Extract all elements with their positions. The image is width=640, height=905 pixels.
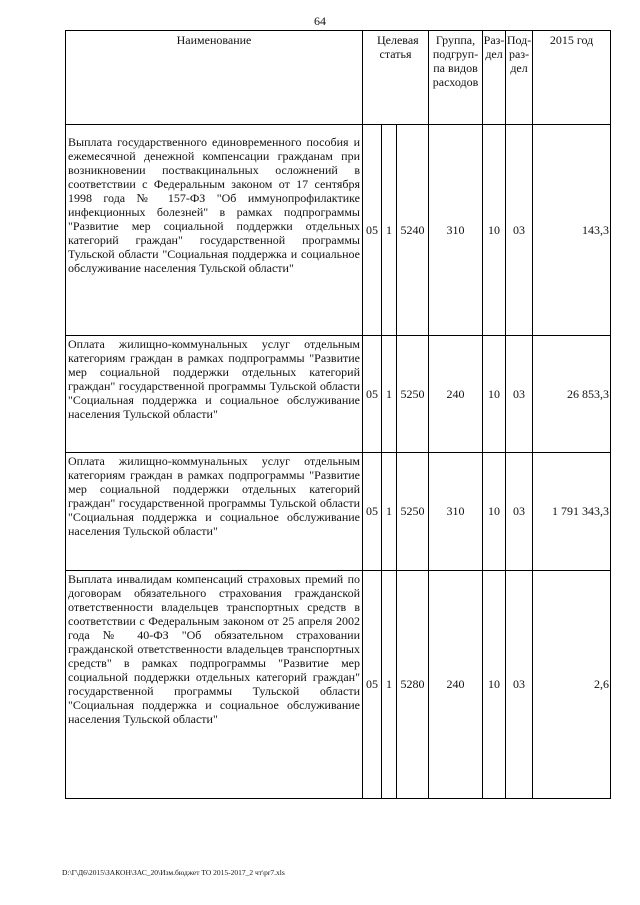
row-name: Выплата государственного единовременного пособия и ежемесячной денежной компенсации гражданам при возникновении поствакцинальных осложнений в соответствии с Федеральным законом от 17 сентября 1998 года № 157-ФЗ "Об иммунопрофилактике инфекционных болезней" в рамках подпрограммы "Развитие мер социальной поддержки отдельных категорий граждан" государственной программы Тульской области "Социальная поддержка и социальное обслуживание населения Тульской области"	[66, 125, 363, 336]
page-number: 64	[314, 14, 326, 28]
row-group: 240	[429, 571, 483, 799]
header-group: Группа, подгруп-па видов расходов	[429, 31, 483, 125]
row-code-3: 5250	[397, 336, 429, 453]
row-group: 310	[429, 125, 483, 336]
row-subsection: 03	[506, 571, 533, 799]
table-header-row	[66, 31, 611, 125]
row-subsection: 03	[506, 125, 533, 336]
row-amount: 1 791 343,3	[533, 453, 611, 571]
row-amount: 143,3	[533, 125, 611, 336]
row-code-3: 5240	[397, 125, 429, 336]
row-code-1: 05	[363, 336, 382, 453]
row-code-2: 1	[382, 571, 397, 799]
file-path-footer: D:\Г\Д6\2015\ЗАКОН\ЗАС_20\Изм.бюджет ТО 2015-2017_2 чт\pr7.xls	[62, 868, 285, 877]
row-amount: 2,6	[533, 571, 611, 799]
table-row	[66, 571, 611, 799]
row-code-3: 5280	[397, 571, 429, 799]
row-code-2: 1	[382, 453, 397, 571]
row-group: 240	[429, 336, 483, 453]
row-name: Оплата жилищно-коммунальных услуг отдельным категориям граждан в рамках подпрограммы "Развитие мер социальной поддержки отдельных категорий граждан" государственной программы Тульской области "Социальная поддержка и социальное обслуживание населения Тульской области"	[66, 336, 363, 453]
row-code-3: 5250	[397, 453, 429, 571]
budget-table	[65, 30, 611, 799]
row-code-1: 05	[363, 571, 382, 799]
row-code-2: 1	[382, 125, 397, 336]
row-code-1: 05	[363, 453, 382, 571]
row-subsection: 03	[506, 336, 533, 453]
row-name: Выплата инвалидам компенсаций страховых премий по договорам обязательного страхования гражданской ответственности владельцев транспортных средств в соответствии с Федеральным законом от 25 апреля 2002 года № 40-ФЗ "Об обязательном страховании гражданской ответственности владельцев транспортных средств" в рамках подпрограммы "Развитие мер социальной поддержки отдельных категорий граждан" государственной программы Тульской области "Социальная поддержка и социальное обслуживание населения Тульской области"	[66, 571, 363, 799]
header-subsection: Под-раз-дел	[506, 31, 533, 125]
table-row	[66, 125, 611, 336]
table-row	[66, 453, 611, 571]
row-section: 10	[483, 125, 506, 336]
row-code-1: 05	[363, 125, 382, 336]
table-row	[66, 336, 611, 453]
header-target-article: Целевая статья	[363, 31, 429, 125]
row-section: 10	[483, 453, 506, 571]
header-name: Наименование	[66, 31, 363, 125]
row-amount: 26 853,3	[533, 336, 611, 453]
row-section: 10	[483, 336, 506, 453]
row-group: 310	[429, 453, 483, 571]
header-year: 2015 год	[533, 31, 611, 125]
row-name: Оплата жилищно-коммунальных услуг отдельным категориям граждан в рамках подпрограммы "Развитие мер социальной поддержки отдельных категорий граждан" государственной программы Тульской области "Социальная поддержка и социальное обслуживание населения Тульской области"	[66, 453, 363, 571]
row-subsection: 03	[506, 453, 533, 571]
header-section: Раз-дел	[483, 31, 506, 125]
row-section: 10	[483, 571, 506, 799]
row-code-2: 1	[382, 336, 397, 453]
